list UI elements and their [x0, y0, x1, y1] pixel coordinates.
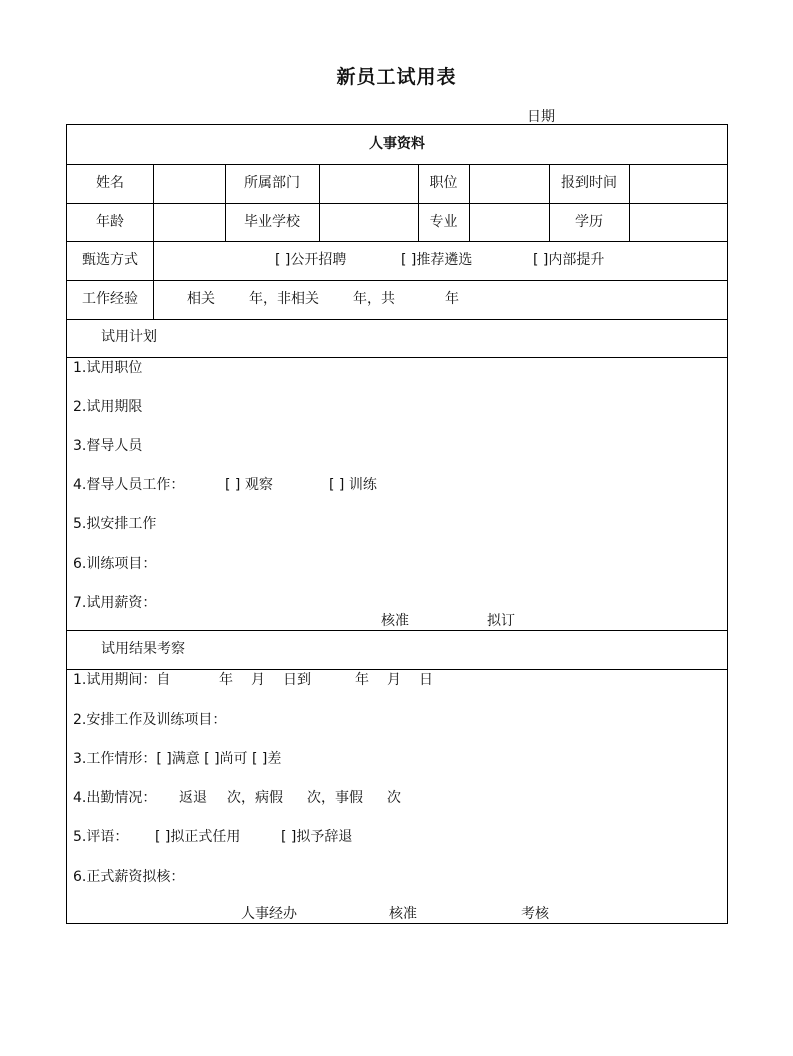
- result-item-attendance: 4.出勤情况：: [73, 790, 157, 806]
- result-period-from: 1.试用期间：自: [73, 672, 171, 688]
- experience-year-unit: 年: [445, 291, 459, 307]
- experience-label: 工作经验: [82, 291, 138, 307]
- experience-unrelated: 年，非相关: [249, 291, 319, 307]
- experience-total: 年，共: [353, 291, 395, 307]
- plan-signoff-draft: 拟订: [487, 613, 515, 629]
- row-divider: [67, 203, 727, 204]
- comment-option-dismiss[interactable]: [ ]拟予辞退: [281, 829, 353, 845]
- result-signoff-review: 考核: [521, 906, 549, 922]
- hr-section-heading: 人事资料: [369, 136, 425, 152]
- selection-method-label: 甄选方式: [82, 252, 138, 268]
- col-divider: [153, 164, 154, 319]
- col-divider: [469, 164, 470, 241]
- comment-option-hire[interactable]: [ ]拟正式任用: [155, 829, 241, 845]
- trial-result-heading: 试用结果考察: [101, 641, 185, 657]
- result-item-work-training: 2.安排工作及训练项目：: [73, 712, 227, 728]
- row-divider: [67, 280, 727, 281]
- result-period-month1: 月: [251, 672, 265, 688]
- department-label: 所属部门: [244, 175, 300, 191]
- row-divider: [67, 357, 727, 358]
- trial-form: [66, 124, 728, 924]
- result-period-month2: 月: [387, 672, 401, 688]
- plan-item-assigned-work: 5.拟安排工作: [73, 516, 157, 532]
- form-title: 新员工试用表: [336, 66, 457, 88]
- row-divider: [67, 630, 727, 631]
- supervisor-option-train[interactable]: [ ] 训练: [329, 477, 377, 493]
- result-signoff-hr: 人事经办: [241, 906, 297, 922]
- plan-item-position: 1.试用职位: [73, 360, 143, 376]
- selection-option-public[interactable]: [ ]公开招聘: [275, 252, 347, 268]
- plan-item-supervisor: 3.督导人员: [73, 438, 143, 454]
- date-label: 日期: [527, 109, 555, 125]
- experience-related: 相关: [187, 291, 215, 307]
- supervisor-option-observe[interactable]: [ ] 观察: [225, 477, 273, 493]
- row-divider: [67, 241, 727, 242]
- plan-item-training: 6.训练项目：: [73, 556, 157, 572]
- result-period-year1: 年: [219, 672, 233, 688]
- plan-item-salary: 7.试用薪资：: [73, 595, 157, 611]
- result-period-day-to: 日到: [283, 672, 311, 688]
- result-item-performance: 3.工作情形：[ ]满意 [ ]尚可 [ ]差: [73, 751, 282, 767]
- school-label: 毕业学校: [244, 214, 300, 230]
- selection-option-referral[interactable]: [ ]推荐遴选: [401, 252, 473, 268]
- result-period-day2: 日: [419, 672, 433, 688]
- result-item-comment: 5.评语：: [73, 829, 129, 845]
- plan-signoff-approve: 核准: [381, 613, 409, 629]
- trial-plan-heading: 试用计划: [101, 329, 157, 345]
- education-label: 学历: [575, 214, 603, 230]
- plan-item-supervisor-work: 4.督导人员工作：: [73, 477, 185, 493]
- attendance-unit: 次: [387, 790, 401, 806]
- plan-item-period: 2.试用期限: [73, 399, 143, 415]
- attendance-late: 返退: [179, 790, 207, 806]
- attendance-sick: 次，病假: [227, 790, 283, 806]
- col-divider: [629, 164, 630, 241]
- row-divider: [67, 319, 727, 320]
- result-period-year2: 年: [355, 672, 369, 688]
- report-date-label: 报到时间: [561, 175, 617, 191]
- position-label: 职位: [429, 175, 458, 191]
- row-divider: [67, 669, 727, 670]
- row-divider: [67, 164, 727, 165]
- major-label: 专业: [429, 214, 458, 230]
- col-divider: [319, 164, 320, 241]
- name-label: 姓名: [96, 175, 124, 191]
- result-signoff-approve: 核准: [389, 906, 417, 922]
- selection-option-internal[interactable]: [ ]内部提升: [533, 252, 605, 268]
- attendance-personal: 次，事假: [307, 790, 363, 806]
- result-item-salary: 6.正式薪资拟核：: [73, 869, 185, 885]
- age-label: 年龄: [96, 214, 124, 230]
